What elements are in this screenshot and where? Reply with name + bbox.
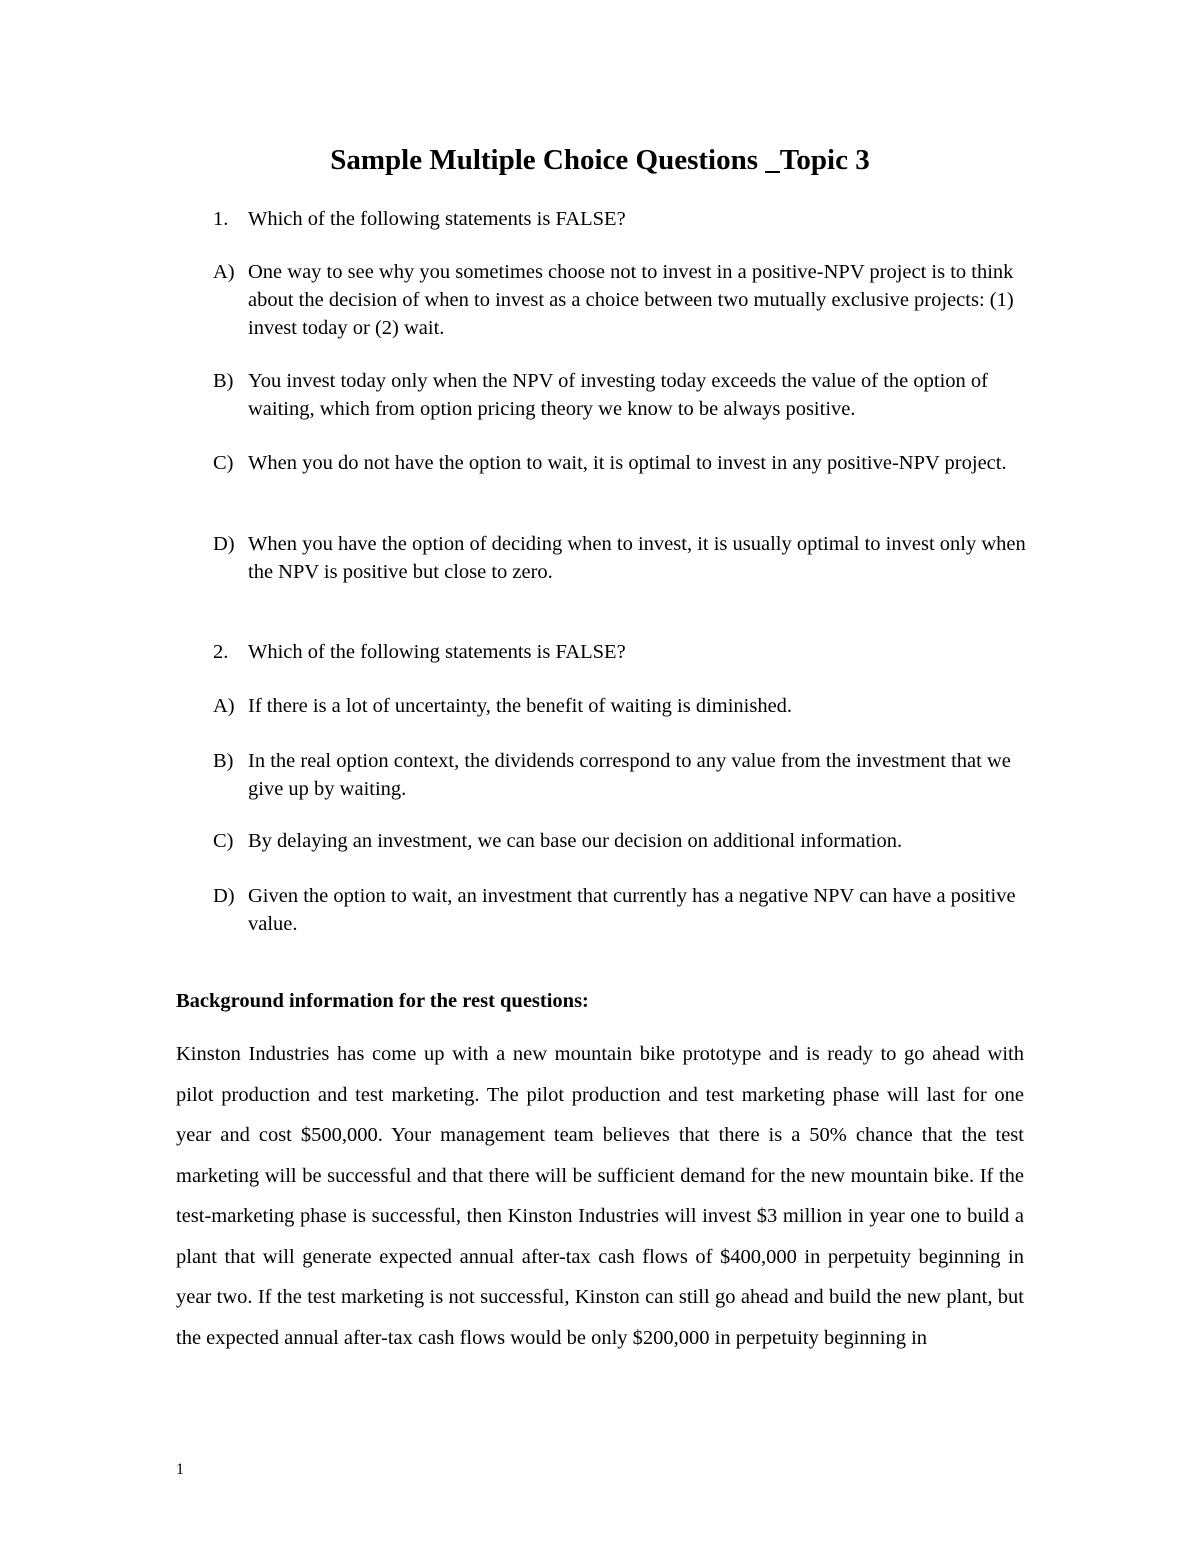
page-title: Sample Multiple Choice Questions _Topic 3 xyxy=(330,144,870,176)
option-text: Given the option to wait, an investment that currently has a negative NPV can have a positive value. xyxy=(248,885,1016,935)
background-heading: Background information for the rest questions: xyxy=(176,990,589,1012)
option-letter: B) xyxy=(213,370,234,392)
option-text: When you do not have the option to wait, it is optimal to invest in any positive-NPV project. xyxy=(248,452,1007,474)
option-letter: B) xyxy=(213,750,234,772)
option-text: In the real option context, the dividends correspond to any value from the investment that we give up by waiting. xyxy=(248,750,1011,800)
option-text: One way to see why you sometimes choose not to invest in a positive-NPV project is to think about the decision of when to invest as a choice between two mutually exclusive projects: (1) invest today or (2) wait. xyxy=(248,261,1014,339)
option-letter: C) xyxy=(213,452,234,474)
option-letter: D) xyxy=(213,533,235,555)
option-letter: C) xyxy=(213,830,234,852)
question-number: 2. xyxy=(213,641,229,663)
option-text: If there is a lot of uncertainty, the benefit of waiting is diminished. xyxy=(248,695,793,717)
option-letter: D) xyxy=(213,885,235,907)
option-text: When you have the option of deciding when to invest, it is usually optimal to invest only when the NPV is positive but close to zero. xyxy=(248,533,1026,583)
background-paragraph: Kinston Industries has come up with a new mountain bike prototype and is ready to go ahead with pilot production and test marketing. The pilot production and test marketing phase will last for one year and cost $500,000. Your management team believes that there is a 50% chance that the test marketing will be successful and that there will be sufficient demand for the new mountain bike. If the test-marketing phase is successful, then Kinston Industries will invest $3 million in year one to build a plant that will generate expected annual after-tax cash flows of $400,000 in perpetuity beginning in year two. If the test marketing is not successful, Kinston can still go ahead and build the new plant, but the expected annual after-tax cash flows would be only $200,000 in perpetuity beginning in xyxy=(176,1043,1024,1349)
question-text: Which of the following statements is FALSE? xyxy=(248,641,626,663)
option-text: You invest today only when the NPV of investing today exceeds the value of the option of waiting, which from option pricing theory we know to be always positive. xyxy=(248,370,988,420)
question-number: 1. xyxy=(213,208,229,230)
question-text: Which of the following statements is FALSE? xyxy=(248,208,626,230)
option-letter: A) xyxy=(213,695,235,717)
page-number: 1 xyxy=(176,1461,184,1478)
option-text: By delaying an investment, we can base our decision on additional information. xyxy=(248,830,903,852)
option-letter: A) xyxy=(213,261,235,283)
